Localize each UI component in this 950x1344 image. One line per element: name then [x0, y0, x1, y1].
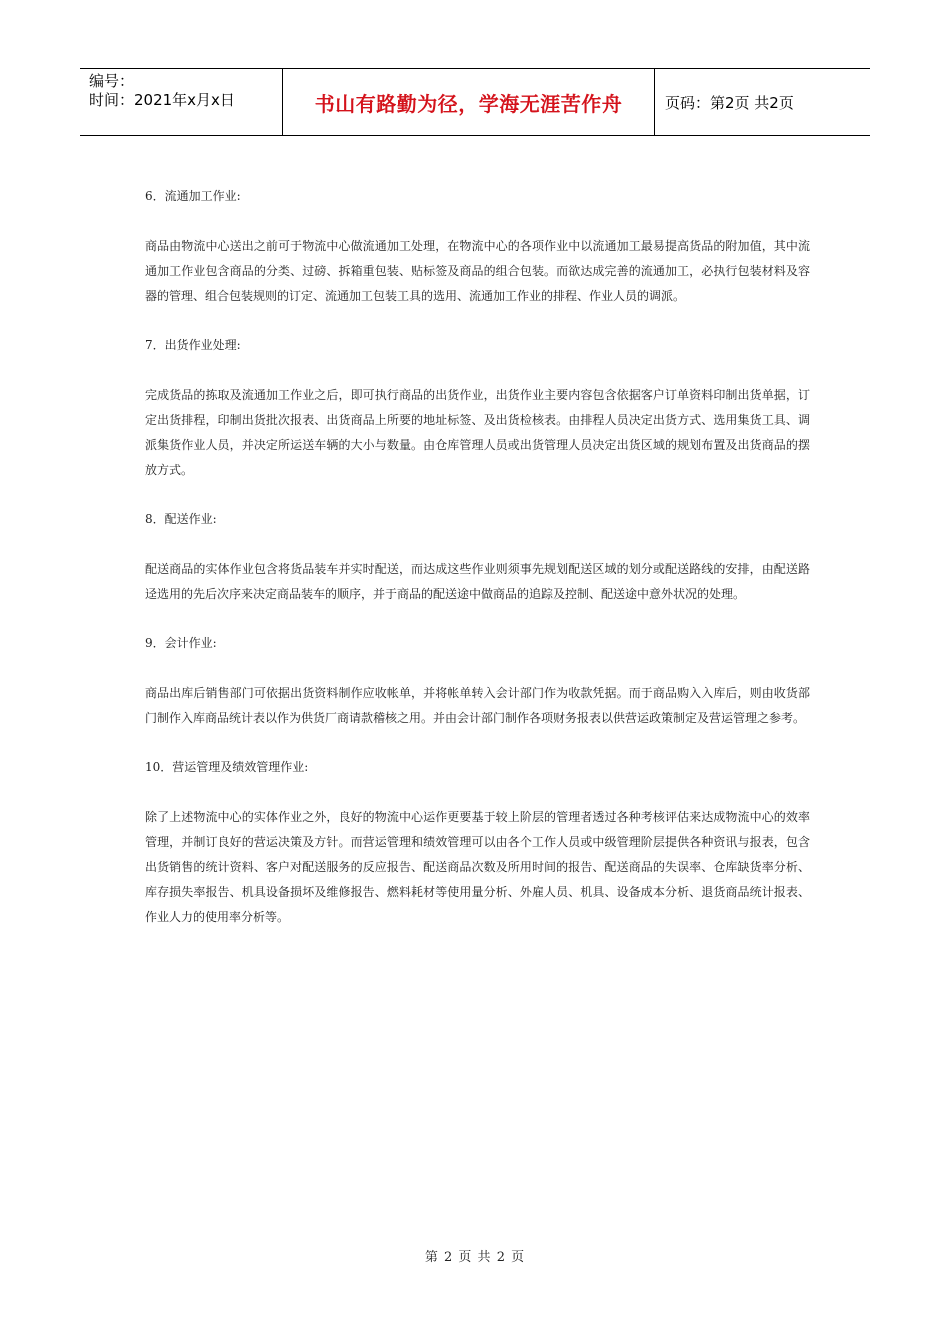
- section-6: [145, 184, 810, 333]
- section-title: 6．流通加工作业:: [145, 189, 241, 203]
- section-10: [145, 755, 810, 930]
- section-8: [145, 507, 810, 631]
- date-label: 时间：2021年x月x日: [89, 91, 235, 109]
- section-title: 7．出货作业处理:: [145, 338, 241, 352]
- document-body: [145, 184, 810, 930]
- section-paragraph: 配送商品的实体作业包含将货品装车并实时配送，而达成这些作业则须事先规划配送区域的划分或配送路线的安排，由配送路迳选用的先后次序来决定商品装车的顺序，并于商品的配送途中做商品的追踪及控制、配送途中意外状况的处理。: [145, 562, 810, 601]
- section-paragraph: 完成货品的拣取及流通加工作业之后，即可执行商品的出货作业，出货作业主要内容包含依据客户订单资料印制出货单据，订定出货排程，印制出货批次报表、出货商品上所要的地址标签、及出货检核表。由排程人员决定出货方式、选用集货工具、调派集货作业人员，并决定所运送车辆的大小与数量。由仓库管理人员或出货管理人员决定出货区域的规划布置及出货商品的摆放方式。: [145, 388, 810, 477]
- section-paragraph: 商品由物流中心送出之前可于物流中心做流通加工处理，在物流中心的各项作业中以流通加工最易提高货品的附加值，其中流通加工作业包含商品的分类、过磅、拆箱重包装、贴标签及商品的组合包装。而欲达成完善的流通加工，必执行包装材料及容器的管理、组合包装规则的订定、流通加工包装工具的选用、流通加工作业的排程、作业人员的调派。: [145, 239, 810, 303]
- serial-number-label: 编号：: [89, 72, 135, 90]
- header-meta: [80, 69, 282, 135]
- header-page-info: 页码：第2页 共2页: [665, 93, 794, 112]
- section-9: [145, 631, 810, 755]
- section-paragraph: 商品出库后销售部门可依据出货资料制作应收帐单，并将帐单转入会计部门作为收款凭据。而于商品购入入库后，则由收货部门制作入库商品统计表以作为供货厂商请款稽核之用。并由会计部门制作各项财务报表以供营运政策制定及营运管理之参考。: [145, 686, 810, 725]
- section-title: 8．配送作业:: [145, 512, 217, 526]
- page-footer: 第 2 页 共 2 页: [424, 1250, 526, 1265]
- section-title: 10．营运管理及绩效管理作业:: [145, 760, 309, 774]
- section-paragraph: 除了上述物流中心的实体作业之外，良好的物流中心运作更要基于较上阶层的管理者透过各种考核评估来达成物流中心的效率管理，并制订良好的营运决策及方针。而营运管理和绩效管理可以由各个工作人员或中级管理阶层提供各种资讯与报表，包含出货销售的统计资料、客户对配送服务的反应报告、配送商品次数及所用时间的报告、配送商品的失误率、仓库缺货率分析、库存损失率报告、机具设备损坏及维修报告、燃料耗材等使用量分析、外雇人员、机具、设备成本分析、退货商品统计报表、作业人力的使用率分析等。: [145, 810, 810, 924]
- section-7: [145, 333, 810, 507]
- section-title: 9．会计作业:: [145, 636, 217, 650]
- header-motto: 书山有路勤为径，学海无涯苦作舟: [282, 69, 655, 135]
- document-header: [80, 68, 870, 136]
